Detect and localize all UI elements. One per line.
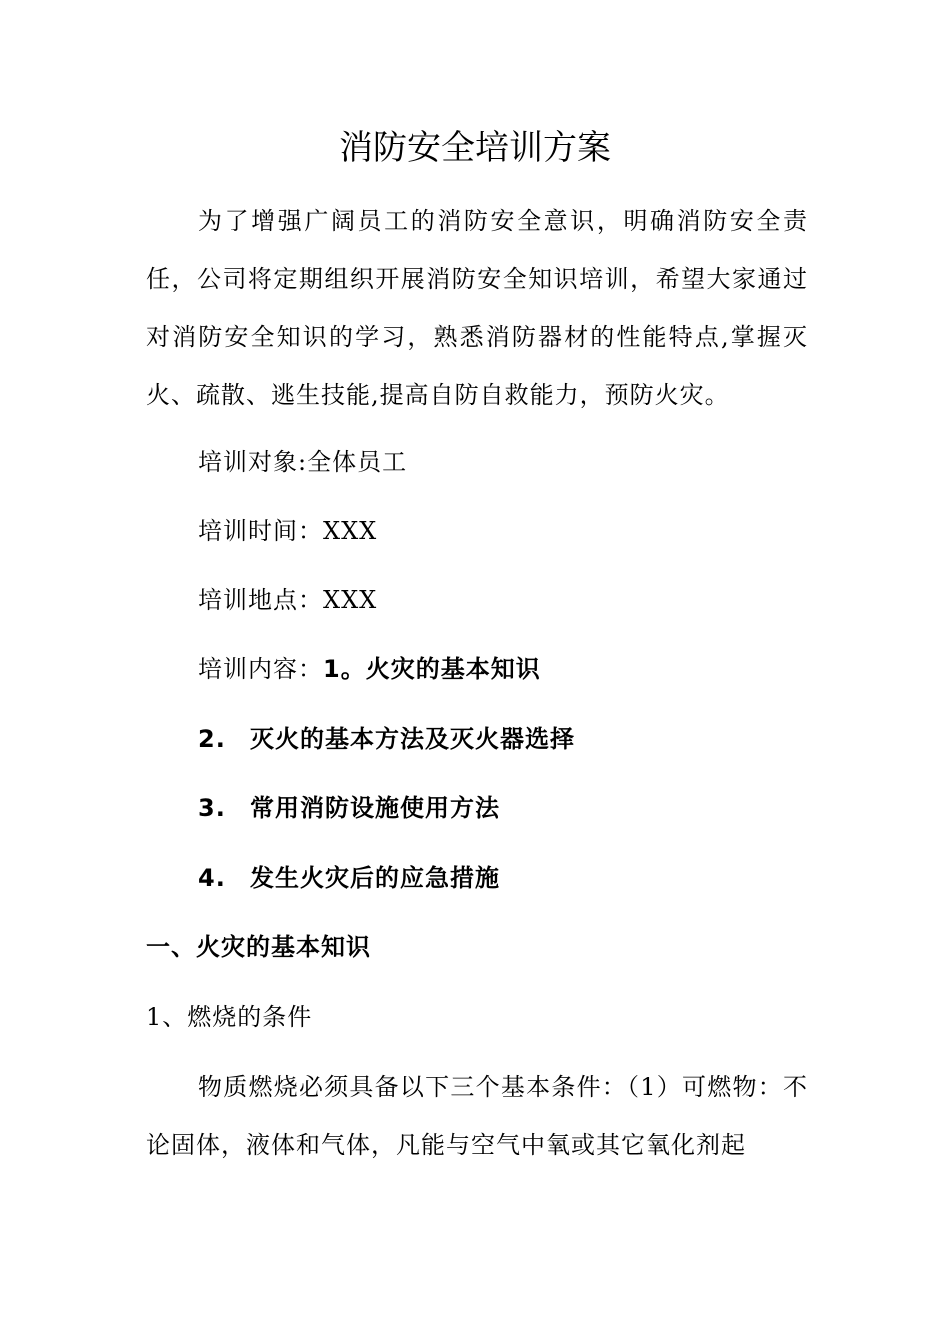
content-item-3 xyxy=(198,788,500,828)
content-item-2 xyxy=(198,719,575,759)
content-item-4 xyxy=(198,858,500,898)
subsection-1-heading: 1、燃烧的条件 xyxy=(146,1003,313,1031)
document-title: 消防安全培训方案 xyxy=(339,128,611,168)
content-item-4-number: 4. xyxy=(198,864,226,892)
subsection-1-paragraph: 物质燃烧必须具备以下三个基本条件：（1）可燃物：不论固体，液体和气体，凡能与空气中氧或其它氧化剂起 xyxy=(146,1073,808,1159)
training-time: 培训时间：XXX xyxy=(198,517,378,545)
content-item-3-number: 3. xyxy=(198,794,226,822)
content-item-2-number: 2. xyxy=(198,725,226,753)
content-item-4-text: 发生火灾后的应急措施 xyxy=(250,864,500,892)
content-item-1-number: 1。 xyxy=(323,655,366,683)
content-item-1-text: 火灾的基本知识 xyxy=(365,655,541,683)
training-target: 培训对象:全体员工 xyxy=(198,448,408,476)
training-content-label: 培训内容： xyxy=(198,655,323,683)
training-content xyxy=(198,649,541,689)
content-item-2-text: 灭火的基本方法及灭火器选择 xyxy=(250,725,575,753)
intro-paragraph: 为了增强广阔员工的消防安全意识，明确消防安全责任，公司将定期组织开展消防安全知识培训，希望大家通过对消防安全知识的学习，熟悉消防器材的性能特点,掌握灭火、疏散、逃生技能,提高自防自救能力，预防火灾。 xyxy=(146,207,808,409)
content-item-3-text: 常用消防设施使用方法 xyxy=(250,794,500,822)
training-location: 培训地点：XXX xyxy=(198,586,378,614)
section-1-heading: 一、火灾的基本知识 xyxy=(146,933,371,961)
